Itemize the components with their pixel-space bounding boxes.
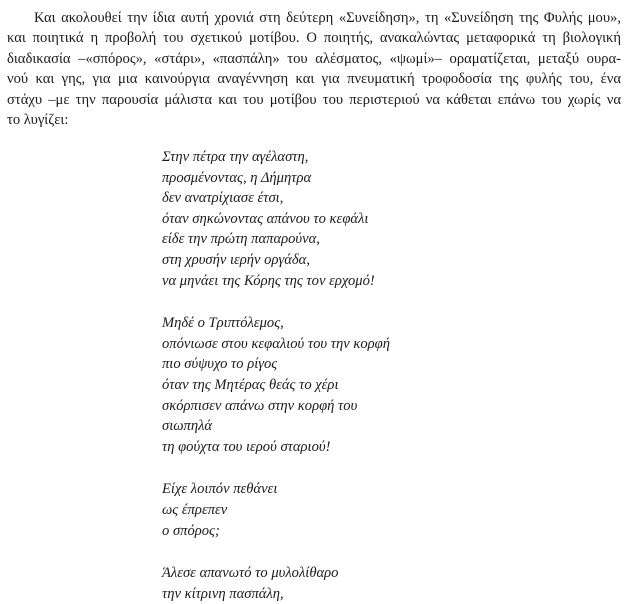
poem-line: ως έπρεπεν <box>162 501 228 518</box>
poem-line: ο σπόρος; <box>162 522 220 539</box>
poem-line: να μηνάει της Κόρης της τον ερχομό! <box>162 272 375 289</box>
paragraph-line: Και ακολουθεί την ίδια αυτή χρονιά στη δεύτερη «Συνείδηση», τη «Συνείδηση της Φυλής μου», <box>34 10 621 26</box>
paragraph-line: το λυγίζει: <box>7 112 69 129</box>
poem-line: Άλεσε απανωτό το μυλολίθαρο <box>162 565 339 582</box>
poem-line: σκόρπισεν απάνω στην κορφή του <box>162 397 358 414</box>
poem-stanza <box>162 147 390 291</box>
paragraph-line: και ποιητικά η προβολή του σχετικού μοτίβου. Ο ποιητής, ανακαλώντας μεταφορικά τη βιολογική <box>7 30 621 47</box>
poem-line: τη φούχτα του ιερού σταριού! <box>162 438 331 455</box>
poem-line: είδε την πρώτη παπαρούνα, <box>162 231 320 248</box>
paragraph-line: στάχυ –με την παρουσία μάλιστα και του μοτίβου του περιστεριού να κάθεται επάνω του χωρίς να <box>7 91 621 108</box>
intro-paragraph <box>7 8 621 130</box>
poem-stanza <box>162 479 390 541</box>
poem-line: σιωπηλά <box>162 418 213 435</box>
poem-line: προσμένοντας, η Δήμητρα <box>162 169 312 186</box>
poem-line: πιο σύψυχο το ρίγος <box>162 356 278 373</box>
paragraph-line: διαδικασία –«σπόρος», «στάρι», «πασπάλη» του αλέσματος, «ψωμί»– οραματίζεται, μεταξύ ουρα- <box>7 50 621 67</box>
paragraph-line: νού και γης, για μια καινούργια αναγέννηση και για πνευματική τροφοδοσία της φυλής του, ένα <box>7 71 621 88</box>
poem-stanza <box>162 313 390 457</box>
poem-block <box>162 147 390 604</box>
poem-stanza <box>162 563 390 604</box>
poem-line: στη χρυσήν ιερήν οργάδα, <box>162 251 310 268</box>
poem-line: οπόνιωσε στου κεφαλιού του την κορφή <box>162 335 390 352</box>
poem-line: την κίτρινη πασπάλη, <box>162 585 284 602</box>
poem-line: Μηδέ ο Τριπτόλεμος, <box>162 315 284 332</box>
poem-line: όταν της Μητέρας θεάς το χέρι <box>162 376 339 393</box>
poem-line: όταν σηκώνοντας απάνου το κεφάλι <box>162 210 369 227</box>
poem-line: δεν ανατρίχιασε έτσι, <box>162 190 284 207</box>
poem-line: Είχε λοιπόν πεθάνει <box>162 481 278 498</box>
poem-line: Στην πέτρα την αγέλαστη, <box>162 149 309 165</box>
